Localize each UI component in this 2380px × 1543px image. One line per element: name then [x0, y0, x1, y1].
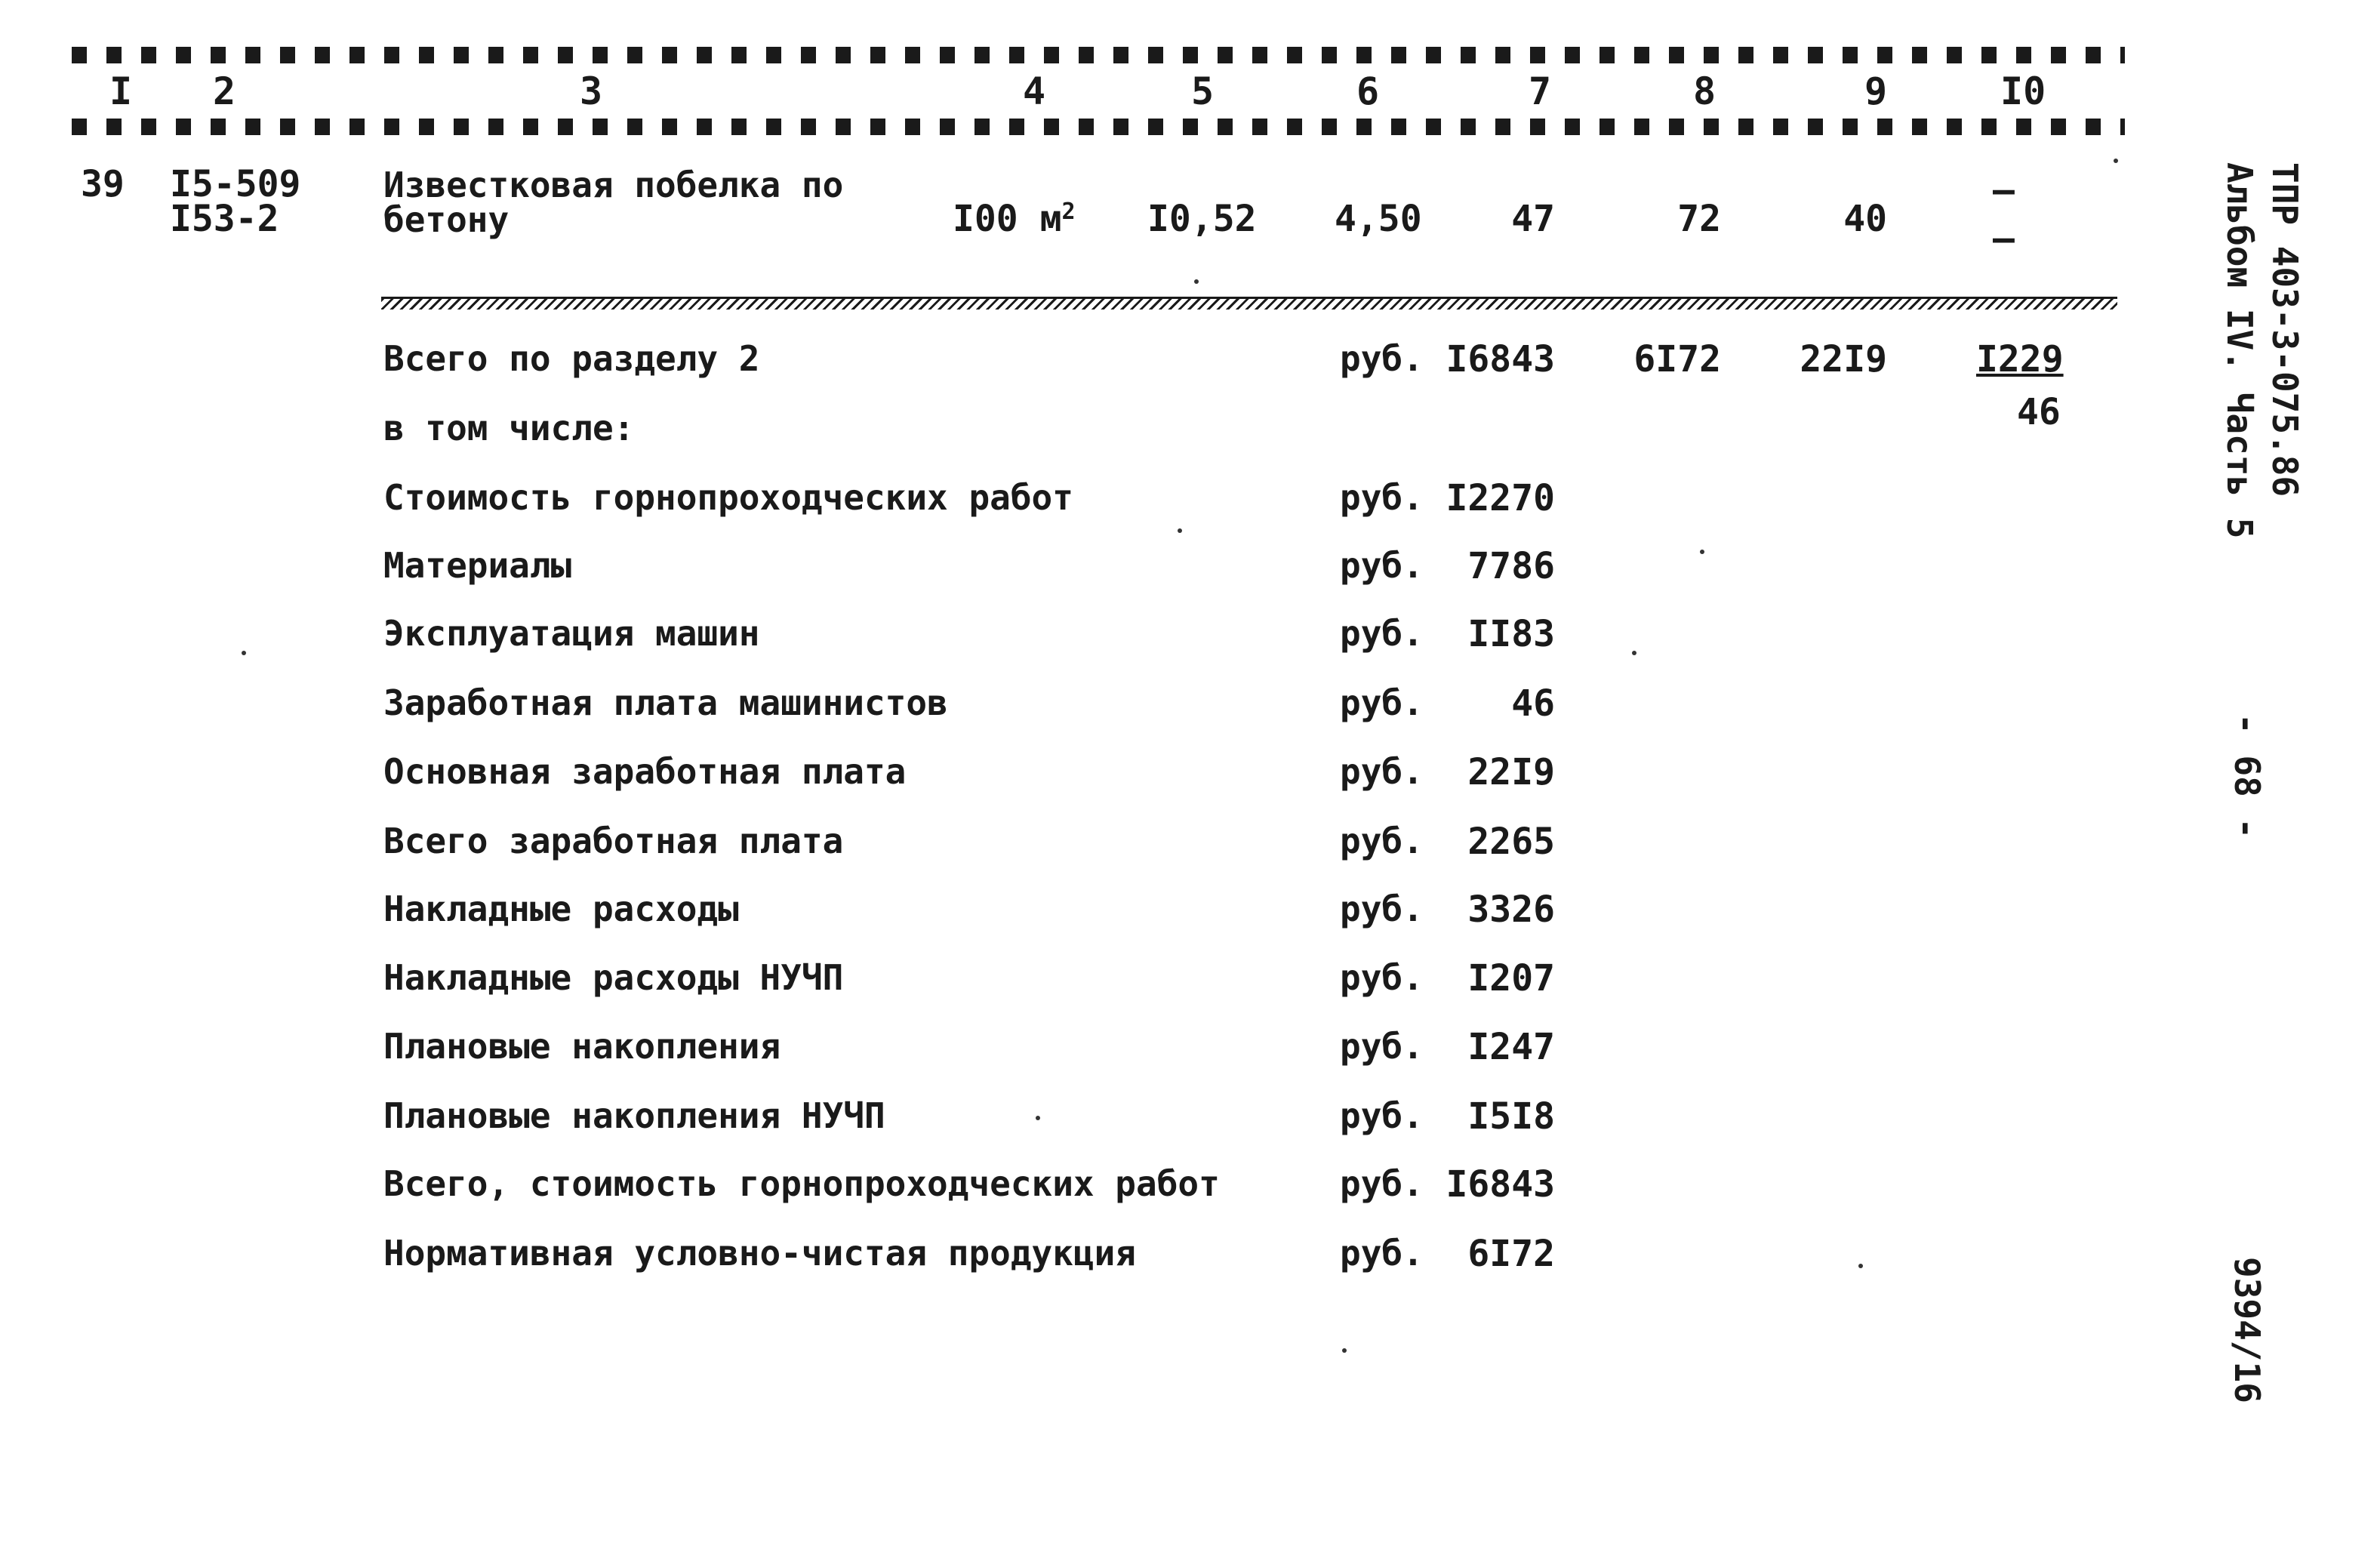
item-value: I2270 — [1446, 477, 1555, 519]
item-currency: руб. — [1340, 1026, 1424, 1067]
item-label: Плановые накопления — [383, 1026, 781, 1067]
col-header-9: 9 — [1864, 69, 1888, 113]
item-currency: руб. — [1340, 1233, 1424, 1274]
row-col10-bottom: – — [1993, 217, 2015, 260]
scan-speck — [242, 651, 246, 655]
header-top-rule — [72, 47, 2125, 63]
item-label: Накладные расходы — [383, 889, 739, 929]
item-currency: руб. — [1340, 613, 1424, 654]
row-col10-top: – — [1993, 169, 2015, 211]
row-col7: 47 — [1511, 198, 1555, 240]
total-col10-sub: 46 — [2017, 391, 2061, 433]
scan-speck — [2114, 159, 2118, 163]
col-header-4: 4 — [1023, 69, 1046, 113]
total-col9: 22I9 — [1800, 338, 1887, 380]
item-currency: руб. — [1340, 682, 1424, 723]
item-value: 3326 — [1467, 889, 1555, 931]
item-label: Накладные расходы НУЧП — [383, 957, 844, 998]
item-currency: руб. — [1340, 545, 1424, 586]
item-label: Заработная плата машинистов — [383, 682, 948, 723]
item-currency: руб. — [1340, 751, 1424, 792]
scan-speck — [1036, 1116, 1040, 1120]
col-header-8: 8 — [1693, 69, 1716, 113]
item-value: I247 — [1467, 1026, 1555, 1068]
row-code-1: I5-509 — [170, 163, 301, 205]
scan-speck — [1632, 651, 1636, 655]
row-price: 4,50 — [1335, 198, 1422, 240]
row-unit — [953, 198, 1076, 240]
col-header-6: 6 — [1356, 69, 1380, 113]
margin-album-part: Альбом IV. Часть 5 — [2219, 162, 2260, 539]
col-header-7: 7 — [1529, 69, 1552, 113]
item-currency: руб. — [1340, 957, 1424, 998]
item-value: 7786 — [1467, 545, 1555, 587]
total-currency: руб. — [1340, 338, 1424, 379]
item-currency: руб. — [1340, 1163, 1424, 1204]
item-value: I6843 — [1446, 1163, 1555, 1206]
item-value: 2265 — [1467, 821, 1555, 863]
item-label: Эксплуатация машин — [383, 613, 760, 654]
row-name-1: Известковая побелка по — [383, 165, 844, 205]
margin-stamp: 9394/16 — [2227, 1257, 2268, 1403]
item-value: 46 — [1511, 682, 1555, 725]
total-label: Всего по разделу 2 — [383, 338, 760, 379]
row-name-2: бетону — [383, 199, 510, 240]
item-currency: руб. — [1340, 889, 1424, 929]
col-header-2: 2 — [213, 69, 236, 113]
item-value: I207 — [1467, 957, 1555, 999]
row-col9: 40 — [1843, 198, 1887, 240]
including-label: в том числе: — [383, 408, 635, 448]
col-header-3: 3 — [580, 69, 603, 113]
margin-page-number: - 68 - — [2227, 713, 2268, 839]
item-value: 6I72 — [1467, 1233, 1555, 1275]
item-label: Всего, стоимость горнопроходческих работ — [383, 1163, 1220, 1204]
item-label: Плановые накопления НУЧП — [383, 1095, 885, 1136]
row-col8: 72 — [1677, 198, 1721, 240]
item-label: Всего заработная плата — [383, 821, 844, 861]
col-header-10: I0 — [2000, 69, 2046, 113]
col-header-5: 5 — [1191, 69, 1215, 113]
item-label: Основная заработная плата — [383, 751, 907, 792]
item-value: 22I9 — [1467, 751, 1555, 793]
scan-speck — [1858, 1264, 1863, 1268]
scan-speck — [1342, 1348, 1347, 1353]
total-col7: I6843 — [1446, 338, 1555, 380]
total-col8: 6I72 — [1633, 338, 1721, 380]
row-code-2: I53-2 — [170, 198, 279, 240]
item-currency: руб. — [1340, 821, 1424, 861]
item-value: I5I8 — [1467, 1095, 1555, 1138]
item-label: Нормативная условно-чистая продукция — [383, 1233, 1136, 1274]
item-value: II83 — [1467, 613, 1555, 655]
item-currency: руб. — [1340, 477, 1424, 518]
col-header-1: I — [109, 69, 133, 113]
scan-speck — [1700, 550, 1704, 554]
item-currency: руб. — [1340, 1095, 1424, 1136]
row-unit-sup: 2 — [1061, 199, 1076, 225]
row-qty: I0,52 — [1147, 198, 1257, 240]
item-label: Стоимость горнопроходческих работ — [383, 477, 1073, 518]
item-label: Материалы — [383, 545, 572, 586]
section-separator — [381, 297, 2117, 310]
scan-speck — [1194, 279, 1199, 284]
header-bottom-rule — [72, 119, 2125, 135]
margin-document-code: ТПР 403-3-075.86 — [2265, 162, 2305, 497]
total-col10: I229 — [1976, 338, 2064, 380]
row-number: 39 — [81, 163, 125, 205]
scan-speck — [1178, 528, 1182, 533]
row-unit-text: I00 м — [953, 198, 1062, 240]
